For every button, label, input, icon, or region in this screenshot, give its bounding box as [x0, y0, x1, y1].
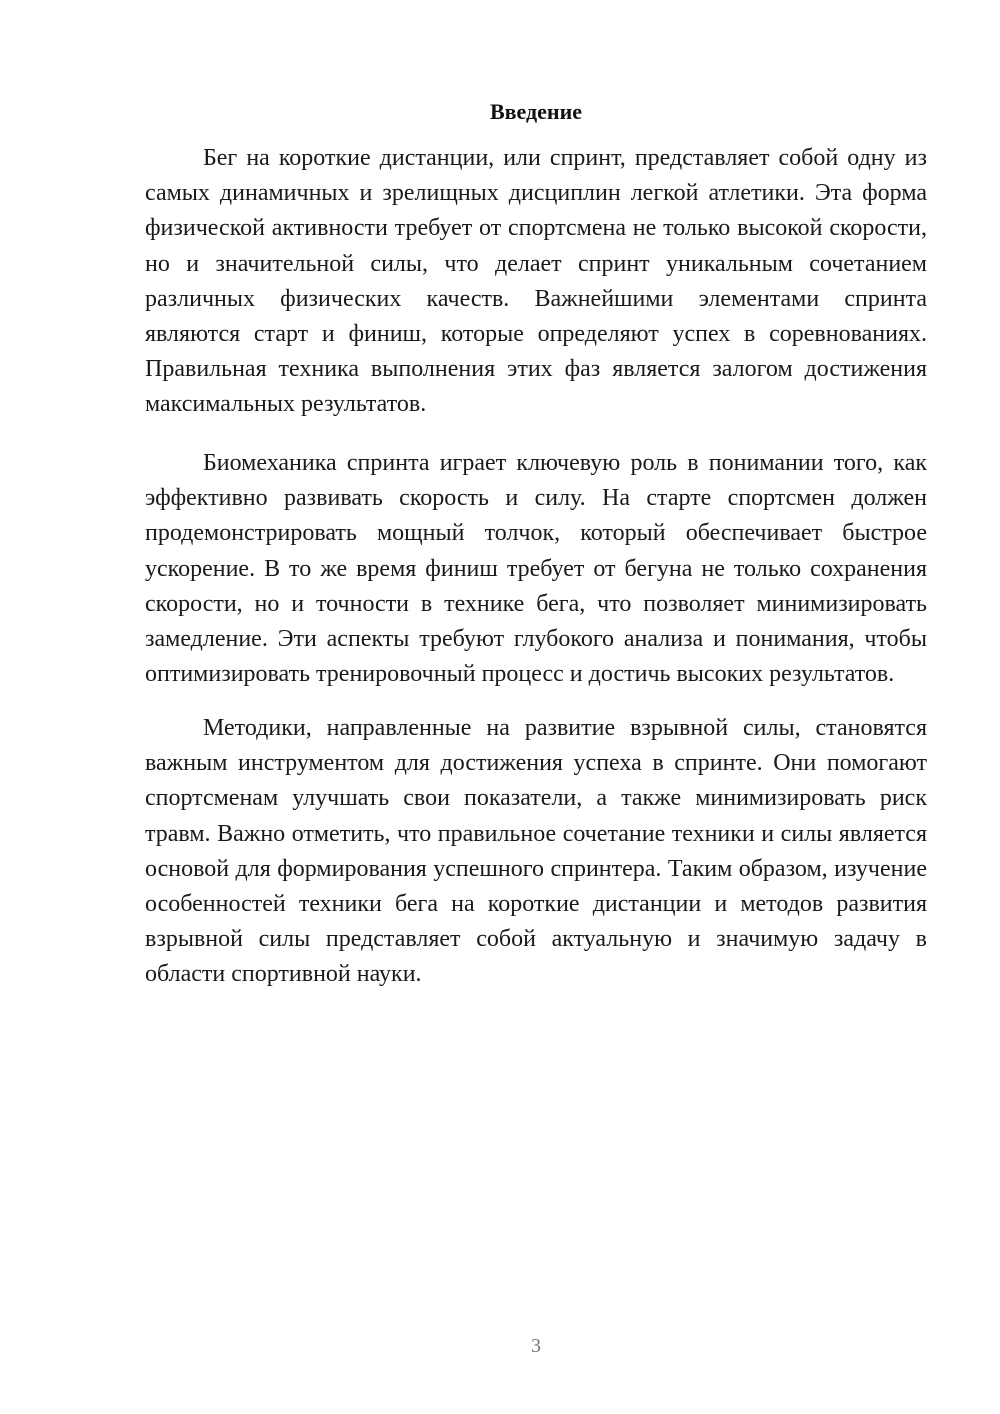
paragraph-2: Биомеханика спринта играет ключевую роль в понимании того, как эффективно развивать скорость и силу. На старте спортсмен должен продемонстрировать мощный толчок, который обеспечивает быстрое ускорение. В то же время финиш требует от бегуна не только сохранения скорости, но и точности в технике бега, что позволяет минимизировать замедление. Эти аспекты требуют глубокого анализа и понимания, чтобы оптимизировать тренировочный процесс и достичь высоких результатов.: [145, 450, 927, 688]
paragraph-3: Методики, направленные на развитие взрывной силы, становятся важным инструментом для достижения успеха в спринте. Они помогают спортсменам улучшать свои показатели, а также минимизировать риск травм. Важно отметить, что правильное сочетание техники и силы является основой для формирования успешного спринтера. Таким образом, изучение особенностей техники бега на короткие дистанции и методов развития взрывной силы представляет собой актуальную и значимую задачу в области спортивной науки.: [145, 715, 927, 988]
page-number: 3: [531, 1335, 541, 1357]
paragraph-1: Бег на короткие дистанции, или спринт, представляет собой одну из самых динамичных и зрелищных дисциплин легкой атлетики. Эта форма физической активности требует от спортсмена не только высокой скорости, но и значительной силы, что делает спринт уникальным сочетанием различных физических качеств. Важнейшими элементами спринта являются старт и финиш, которые определяют успех в соревнованиях. Правильная техника выполнения этих фаз является залогом достижения максимальных результатов.: [145, 145, 927, 418]
section-heading: Введение: [489, 99, 583, 124]
